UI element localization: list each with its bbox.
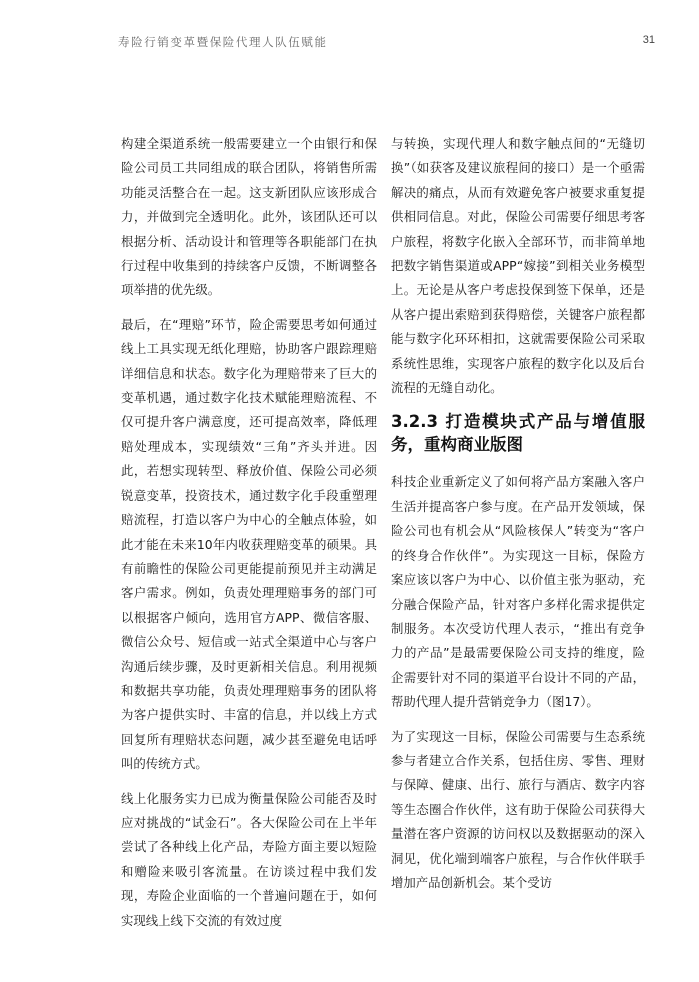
paragraph: 线上化服务实力已成为衡量保险公司能否及时应对挑战的“试金石”。各大保险公司在上半年尝试了各种线上化产品，寿险方面主要以短险和赠险来吸引客流量。在访谈过程中我们发现，寿险企业面临的一个普遍问题在于，如何实现线上线下交流的有效过度	[121, 790, 377, 928]
paragraph: 构建全渠道系统一般需要建立一个由银行和保险公司员工共同组成的联合团队，将销售所需功能灵活整合在一起。这支新团队应该形成合力，并做到完全透明化。此外，该团队还可以根据分析、活动设计和管理等各职能部门在执行过程中收集到的持续客户反馈，不断调整各项举措的优先级。	[121, 136, 377, 298]
page-number: 31	[642, 34, 655, 46]
paragraph: 科技企业重新定义了如何将产品方案融入客户生活并提高客户参与度。在产品开发领域，保险公司也有机会从“风险核保人”转变为“客户的终身合作伙伴”。为实现这一目标，保险方案应该以客户为中心、以价值主张为驱动，充分融合保险产品，针对客户多样化需求提供定制服务。本次受访代理人表示，“推出有竞争力的产品”是最需要保险公司支持的维度，险企需要针对不同的渠道平台设计不同的产品，帮助代理人提升营销竞争力（图17）。	[391, 474, 645, 710]
paragraph: 为了实现这一目标，保险公司需要与生态系统参与者建立合作关系，包括住房、零售、理财与保障、健康、出行、旅行与酒店、数字内容等生态圈合作伙伴，这有助于保险公司获得大量潜在客户资源的访问权以及数据驱动的深入洞见，优化端到端客户旅程，与合作伙伴联手增加产品创新机会。某个受访	[391, 728, 645, 890]
left-column	[121, 132, 377, 955]
paragraph: 最后，在“理赔”环节，险企需要思考如何通过线上工具实现无纸化理赔，协助客户跟踪理赔详细信息和状态。数字化为理赔带来了巨大的变革机遇，通过数字化技术赋能理赔流程、不仅可提升客户满意度，还可提高效率，降低理赔处理成本，实现绩效“三角”齐头并进。因此，若想实现转型、释放价值、保险公司必须锐意变革，投资技术，通过数字化手段重塑理赔流程，打造以客户为中心的全触点体验，如此才能在未来10年内收获理赔变革的硕果。具有前瞻性的保险公司更能提前预见并主动满足客户需求。例如，负责处理理赔事务的部门可以根据客户倾向，选用官方APP、微信客服、微信公众号、短信或一站式全渠道中心与客户沟通后续步骤，及时更新相关信息。利用视频和数据共享功能，负责处理理赔事务的团队将为客户提供实时、丰富的信息，并以线上方式回复所有理赔状态问题，减少甚至避免电话呼叫的传统方式。	[121, 316, 377, 772]
section-heading: 3.2.3 打造模块式产品与增值服务，重构商业版图	[391, 412, 645, 455]
paragraph: 与转换，实现代理人和数字触点间的“无缝切换”（如获客及建议旅程间的接口）是一个亟需解决的痛点，从而有效避免客户被要求重复提供相同信息。对此，保险公司需要仔细思考客户旅程，将数字化嵌入全部环节，而非简单地把数字销售渠道或APP“嫁接”到相关业务模型上。无论是从客户考虑投保到签下保单，还是从客户提出索赔到获得赔偿，关键客户旅程都能与数字化环环相扣，这就需要保险公司采取系统性思维，实现客户旅程的数字化以及后台流程的无缝自动化。	[391, 136, 645, 396]
right-column	[391, 132, 645, 917]
running-header: 寿险行销变革暨保险代理人队伍赋能	[118, 35, 328, 49]
